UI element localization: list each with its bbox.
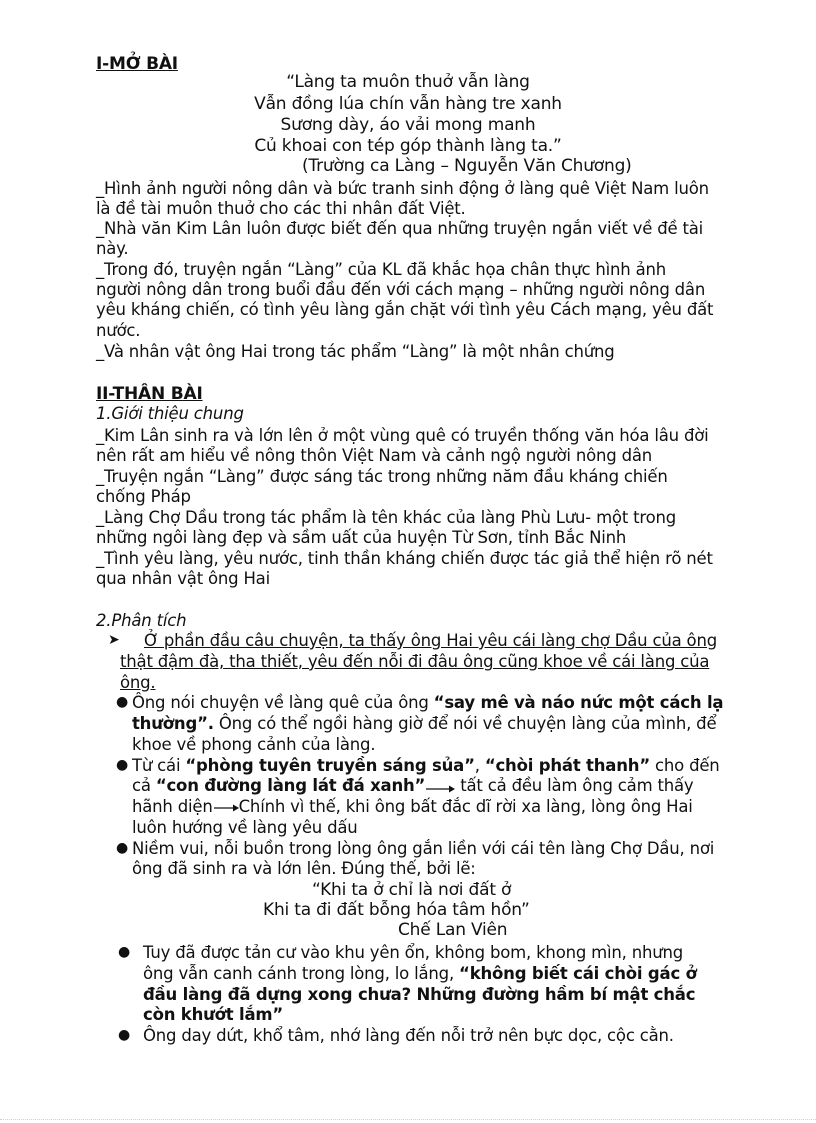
poem-line: “Làng ta muôn thuở vẫn làng (286, 72, 530, 92)
bullet-line: khoe về phong cảnh của làng. (132, 735, 376, 754)
intro-line: _Hình ảnh người nông dân và bức tranh sinh động ở làng quê Việt Nam luôn (96, 179, 709, 198)
point-line: Ở phần đầu câu chuyện, ta thấy ông Hai yêu cái làng chợ Dầu của ông (144, 631, 717, 650)
right-arrow-icon (425, 780, 455, 794)
bullet-line: Ông nói chuyện về làng quê của ông “say mê và náo nức một cách lạ (132, 693, 724, 712)
bullet-line: còn khướt lắm” (143, 1005, 284, 1024)
bullet-dot-icon: ● (116, 840, 129, 856)
poem-source: (Trường ca Làng – Nguyễn Văn Chương) (302, 156, 632, 176)
body-line: chống Pháp (96, 487, 191, 506)
intro-heading: I-MỞ BÀI (96, 54, 178, 74)
intro-line: người nông dân trong buổi đầu đến với cách mạng – những người nông dân (96, 280, 706, 299)
section-title: 2.Phân tích (96, 611, 187, 630)
bullet-line: đầu làng đã dựng xong chưa? Những đường hầm bí mật chắc (143, 985, 696, 1004)
bullet-dot-icon: ● (116, 694, 129, 710)
bullet-line: luôn hướng về làng yêu dấu (132, 818, 358, 837)
bullet-line: Ông day dứt, khổ tâm, nhớ làng đến nỗi trở nên bực dọc, cộc cằn. (143, 1026, 674, 1045)
body-line: nên rất am hiểu về nông thôn Việt Nam và cảnh ngộ người nông dân (96, 446, 653, 465)
page-bottom-divider (0, 1119, 816, 1121)
right-arrow-icon (213, 802, 239, 814)
body-line: _Tình yêu làng, yêu nước, tinh thần kháng chiến được tác giả thể hiện rõ nét (96, 549, 713, 568)
bullet-dot-icon: ● (118, 944, 131, 960)
bullet-line: thường”. Ông có thể ngồi hàng giờ để nói về chuyện làng của mình, để (132, 714, 717, 733)
intro-line: là đề tài muôn thuở cho các thi nhân đất Việt. (96, 199, 466, 218)
bullet-line: ông vẫn canh cánh trong lòng, lo lắng, “không biết cái chòi gác ở (143, 964, 697, 983)
quote-line: “Khi ta ở chỉ là nơi đất ở (312, 880, 512, 900)
bullet-dot-icon: ● (118, 1027, 131, 1043)
intro-line: này. (96, 239, 129, 258)
point-line: thật đậm đà, tha thiết, yêu đến nỗi đi đâu ông cũng khoe về cái làng của (120, 652, 710, 671)
poem-line: Sương dày, áo vải mong manh (280, 115, 536, 135)
quote-line: Khi ta đi đất bỗng hóa tâm hồn” (263, 900, 530, 920)
body-line: _Làng Chợ Dầu trong tác phẩm là tên khác của làng Phù Lưu- một trong (96, 508, 677, 527)
intro-line: _Nhà văn Kim Lân luôn được biết đến qua những truyện ngắn viết về đề tài (96, 219, 704, 238)
body-line: _Truyện ngắn “Làng” được sáng tác trong những năm đầu kháng chiến (96, 467, 668, 486)
body-line: những ngôi làng đẹp và sầm uất của huyện Từ Sơn, tỉnh Bắc Ninh (96, 528, 627, 547)
arrowhead-bullet-icon: ➤ (108, 632, 120, 648)
body-line: qua nhân vật ông Hai (96, 569, 270, 588)
bullet-line: cả “con đường làng lát đá xanh” tất cả đều làm ông cảm thấy (132, 776, 694, 795)
body-line: _Kim Lân sinh ra và lớn lên ở một vùng quê có truyền thống văn hóa lâu đời (96, 426, 709, 445)
poem-line: Củ khoai con tép góp thành làng ta.” (254, 136, 562, 156)
intro-line: _Trong đó, truyện ngắn “Làng” của KL đã khắc họa chân thực hình ảnh (96, 260, 666, 279)
bullet-line: ông đã sinh ra và lớn lên. Đúng thế, bởi lẽ: (132, 859, 476, 878)
quote-author: Chế Lan Viên (398, 920, 508, 940)
body-heading: II-THÂN BÀI (96, 384, 203, 404)
bullet-dot-icon: ● (116, 757, 129, 773)
intro-line: _Và nhân vật ông Hai trong tác phẩm “Làng” là một nhân chứng (96, 342, 615, 361)
intro-line: yêu kháng chiến, có tình yêu làng gắn chặt với tình yêu Cách mạng, yêu đất (96, 300, 714, 319)
bullet-line: hãnh diện Chính vì thế, khi ông bất đắc dĩ rời xa làng, lòng ông Hai (132, 797, 693, 816)
bullet-line: Tuy đã được tản cư vào khu yên ổn, không bom, khong mìn, nhưng (143, 943, 684, 962)
poem-line: Vẫn đồng lúa chín vẫn hàng tre xanh (254, 94, 562, 114)
intro-line: nước. (96, 321, 141, 340)
point-line: ông. (120, 673, 156, 692)
bullet-line: Niềm vui, nỗi buồn trong lòng ông gắn liền với cái tên làng Chợ Dầu, nơi (132, 839, 715, 858)
section-title: 1.Giới thiệu chung (96, 404, 244, 423)
bullet-line: Từ cái “phòng tuyên truyền sáng sủa”, “chòi phát thanh” cho đến (132, 756, 720, 775)
